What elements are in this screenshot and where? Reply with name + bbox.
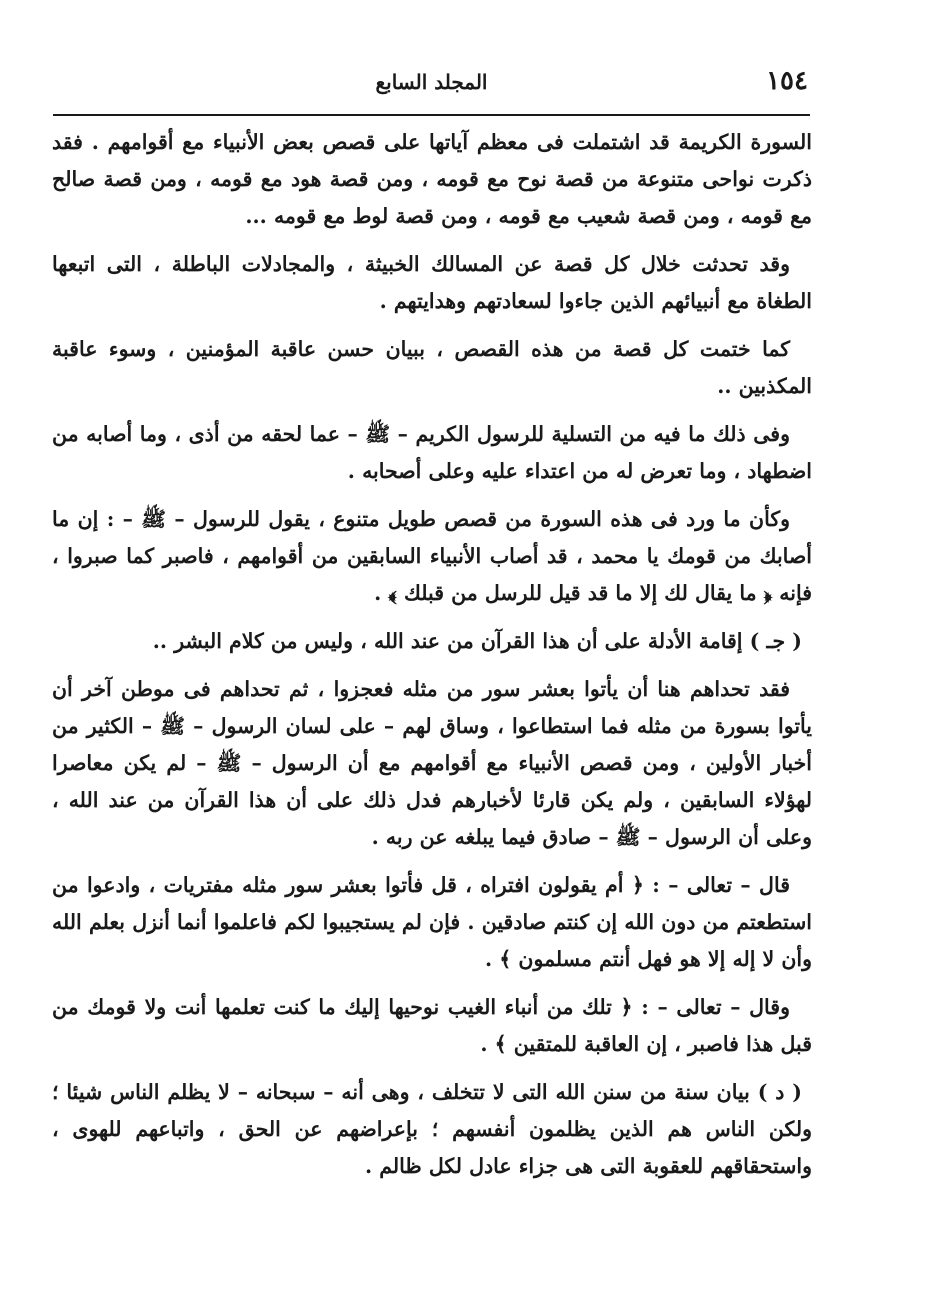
- paragraph: فقد تحداهم هنا أن يأتوا بعشر سور من مثله فعجزوا ، ثم تحداهم فى موطن آخر أن يأتوا بسورة من مثله فما استطاعوا ، وساق لهم – على لسان الرسول – ﷺ – الكثير من أخبار الأولين ، ومن قصص الأنبياء مع أقوامهم مع أن الرسول – ﷺ – لم يكن معاصرا لهؤلاء السابقين ، ولم يكن قارئا لأخبارهم فدل ذلك على أن هذا القرآن من عند الله ، وعلى أن الرسول – ﷺ – صادق فيما يبلغه عن ربه .: [52, 677, 812, 849]
- section-heading-paragraph: ( جـ ) إقامة الأدلة على أن هذا القرآن من عند الله ، وليس من كلام البشر ..: [152, 629, 802, 653]
- quran-quote-paragraph: قال – تعالى – : ﴿ أم يقولون افتراه ، قل فأتوا بعشر سور مثله مفتريات ، وادعوا من استطعتم من دون الله إن كنتم صادقين . فإن لم يستجيبوا لكم فاعلموا أنما أنزل بعلم الله وأن لا إله إلا هو فهل أنتم مسلمون ﴾ .: [52, 873, 812, 971]
- header-rule: [53, 114, 810, 116]
- page-body: [52, 124, 812, 1196]
- paragraph: وكأن ما ورد فى هذه السورة من قصص طويل متنوع ، يقول للرسول – ﷺ – : إن ما أصابك من قومك يا محمد ، قد أصاب الأنبياء السابقين من أقوامهم ، فاصبر كما صبروا ، فإنه ﴿ ما يقال لك إلا ما قد قيل للرسل من قبلك ﴾ .: [52, 507, 812, 605]
- paragraph: السورة الكريمة قد اشتملت فى معظم آياتها على قصص بعض الأنبياء مع أقوامهم . فقد ذكرت نواحى متنوعة من قصة نوح مع قومه ، ومن قصة هود مع قومه ، ومن قصة صالح مع قومه ، ومن قصة شعيب مع قومه ، ومن قصة لوط مع قومه ...: [52, 130, 812, 228]
- section-heading-paragraph: ( د ) بيان سنة من سنن الله التى لا تتخلف ، وهى أنه – سبحانه – لا يظلم الناس شيئا ؛ ولكن الناس هم الذين يظلمون أنفسهم ؛ بإعراضهم عن الحق ، واتباعهم للهوى ، واستحقاقهم للعقوبة التى هى جزاء عادل لكل ظالم .: [52, 1080, 812, 1178]
- paragraph: وقد تحدثت خلال كل قصة عن المسالك الخبيثة ، والمجادلات الباطلة ، التى اتبعها الطغاة مع أنبيائهم الذين جاءوا لسعادتهم وهدايتهم .: [52, 252, 812, 313]
- page-number: ١٥٤: [766, 66, 808, 96]
- quran-quote-paragraph: وقال – تعالى – : ﴿ تلك من أنباء الغيب نوحيها إليك ما كنت تعلمها أنت ولا قومك من قبل هذا فاصبر ، إن العاقبة للمتقين ﴾ .: [52, 995, 812, 1056]
- paragraph: كما ختمت كل قصة من هذه القصص ، ببيان حسن عاقبة المؤمنين ، وسوء عاقبة المكذبين ..: [52, 337, 812, 398]
- paragraph: وفى ذلك ما فيه من التسلية للرسول الكريم – ﷺ – عما لحقه من أذى ، وما أصابه من اضطهاد ، وما تعرض له من اعتداء عليه وعلى أصحابه .: [52, 422, 812, 483]
- page-header: [55, 60, 808, 104]
- running-title: المجلد السابع: [375, 70, 488, 94]
